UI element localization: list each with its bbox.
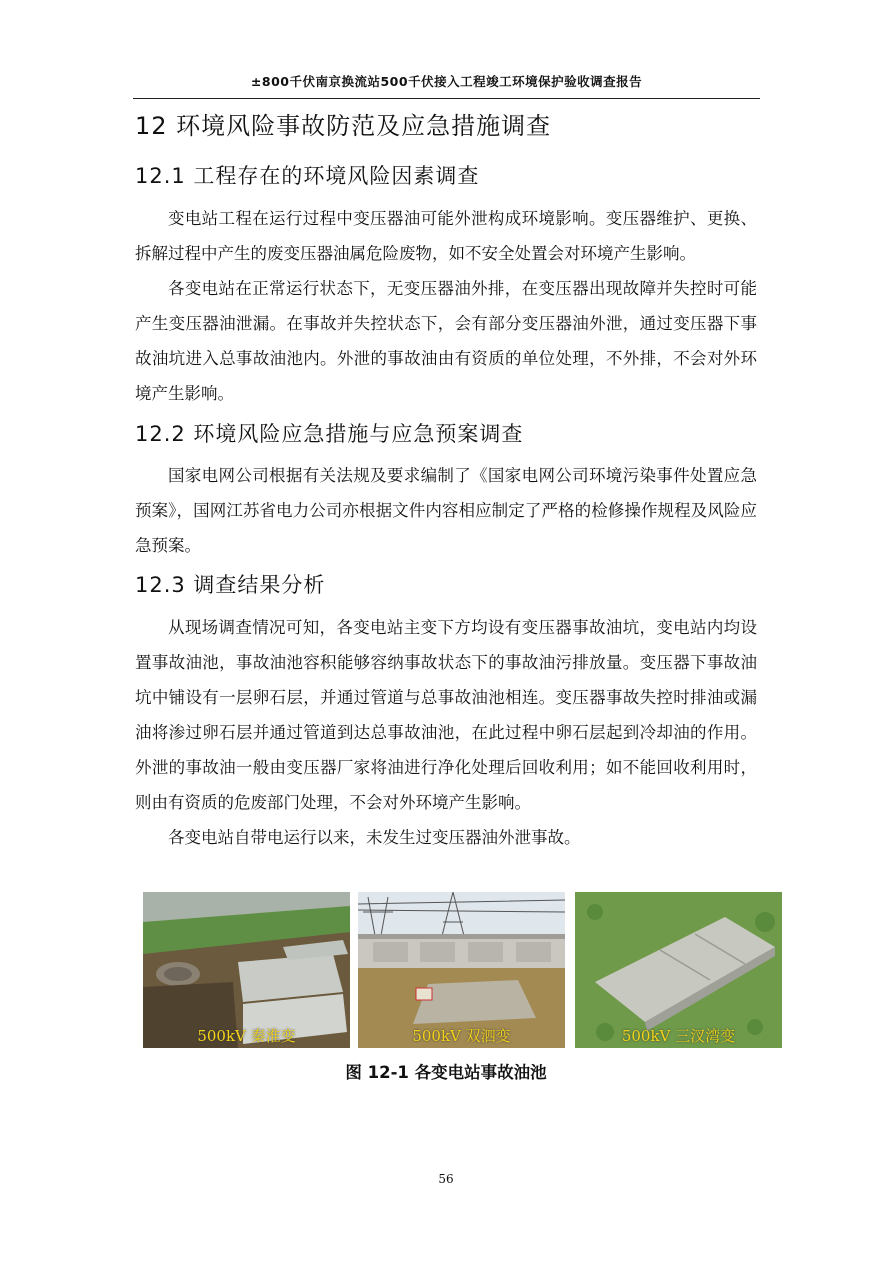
paragraph: 各变电站自带电运行以来，未发生过变压器油外泄事故。 bbox=[168, 828, 581, 847]
figure-caption: 图 12-1 各变电站事故油池 bbox=[345, 1063, 547, 1082]
photo-shuangsi bbox=[358, 892, 565, 1048]
paragraph: 从现场调查情况可知，各变电站主变下方均设有变压器事故油坑，变电站内均设置事故油池，事故油池容积能够容纳事故状态下的事故油污排放量。变压器下事故油坑中铺设有一层卵石层，并通过管道与总事故油池相连。变压器事故失控时排油或漏油将渗过卵石层并通过管道到达总事故油池，在此过程中卵石层起到冷却油的作用。外泄的事故油一般由变压器厂家将油进行净化处理后回收利用；如不能回收利用时，则由有资质的危废部门处理，不会对外环境产生影响。 bbox=[135, 618, 757, 812]
chapter-title: 12 环境风险事故防范及应急措施调查 bbox=[135, 112, 552, 140]
paragraph: 变电站工程在运行过程中变压器油可能外泄构成环境影响。变压器维护、更换、拆解过程中产生的废变压器油属危险废物，如不安全处置会对环境产生影响。 bbox=[135, 209, 757, 263]
photo-label: 500kV 三汊湾变 bbox=[621, 1027, 736, 1045]
photo-label: 500kV 秦淮变 bbox=[197, 1027, 296, 1045]
photo-label: 500kV 双泗变 bbox=[412, 1027, 511, 1045]
section-heading-12-1: 12.1 工程存在的环境风险因素调查 bbox=[135, 164, 480, 188]
header-divider bbox=[133, 98, 760, 99]
paragraph: 国家电网公司根据有关法规及要求编制了《国家电网公司环境污染事件处置应急预案》，国网江苏省电力公司亦根据文件内容相应制定了严格的检修操作规程及风险应急预案。 bbox=[135, 466, 757, 555]
paragraph: 各变电站在正常运行状态下，无变压器油外排，在变压器出现故障并失控时可能产生变压器油泄漏。在事故并失控状态下，会有部分变压器油外泄，通过变压器下事故油坑进入总事故油池内。外泄的事故油由有资质的单位处理，不外排，不会对外环境产生影响。 bbox=[135, 279, 757, 403]
section-heading-12-2: 12.2 环境风险应急措施与应急预案调查 bbox=[135, 422, 524, 446]
photo-qinhuai bbox=[143, 892, 350, 1048]
section-heading-12-3: 12.3 调查结果分析 bbox=[135, 573, 326, 597]
running-header: ±800千伏南京换流站500千伏接入工程竣工环境保护验收调查报告 bbox=[250, 74, 643, 89]
page-number: 56 bbox=[438, 1172, 454, 1186]
photo-sanchawan bbox=[575, 892, 782, 1048]
